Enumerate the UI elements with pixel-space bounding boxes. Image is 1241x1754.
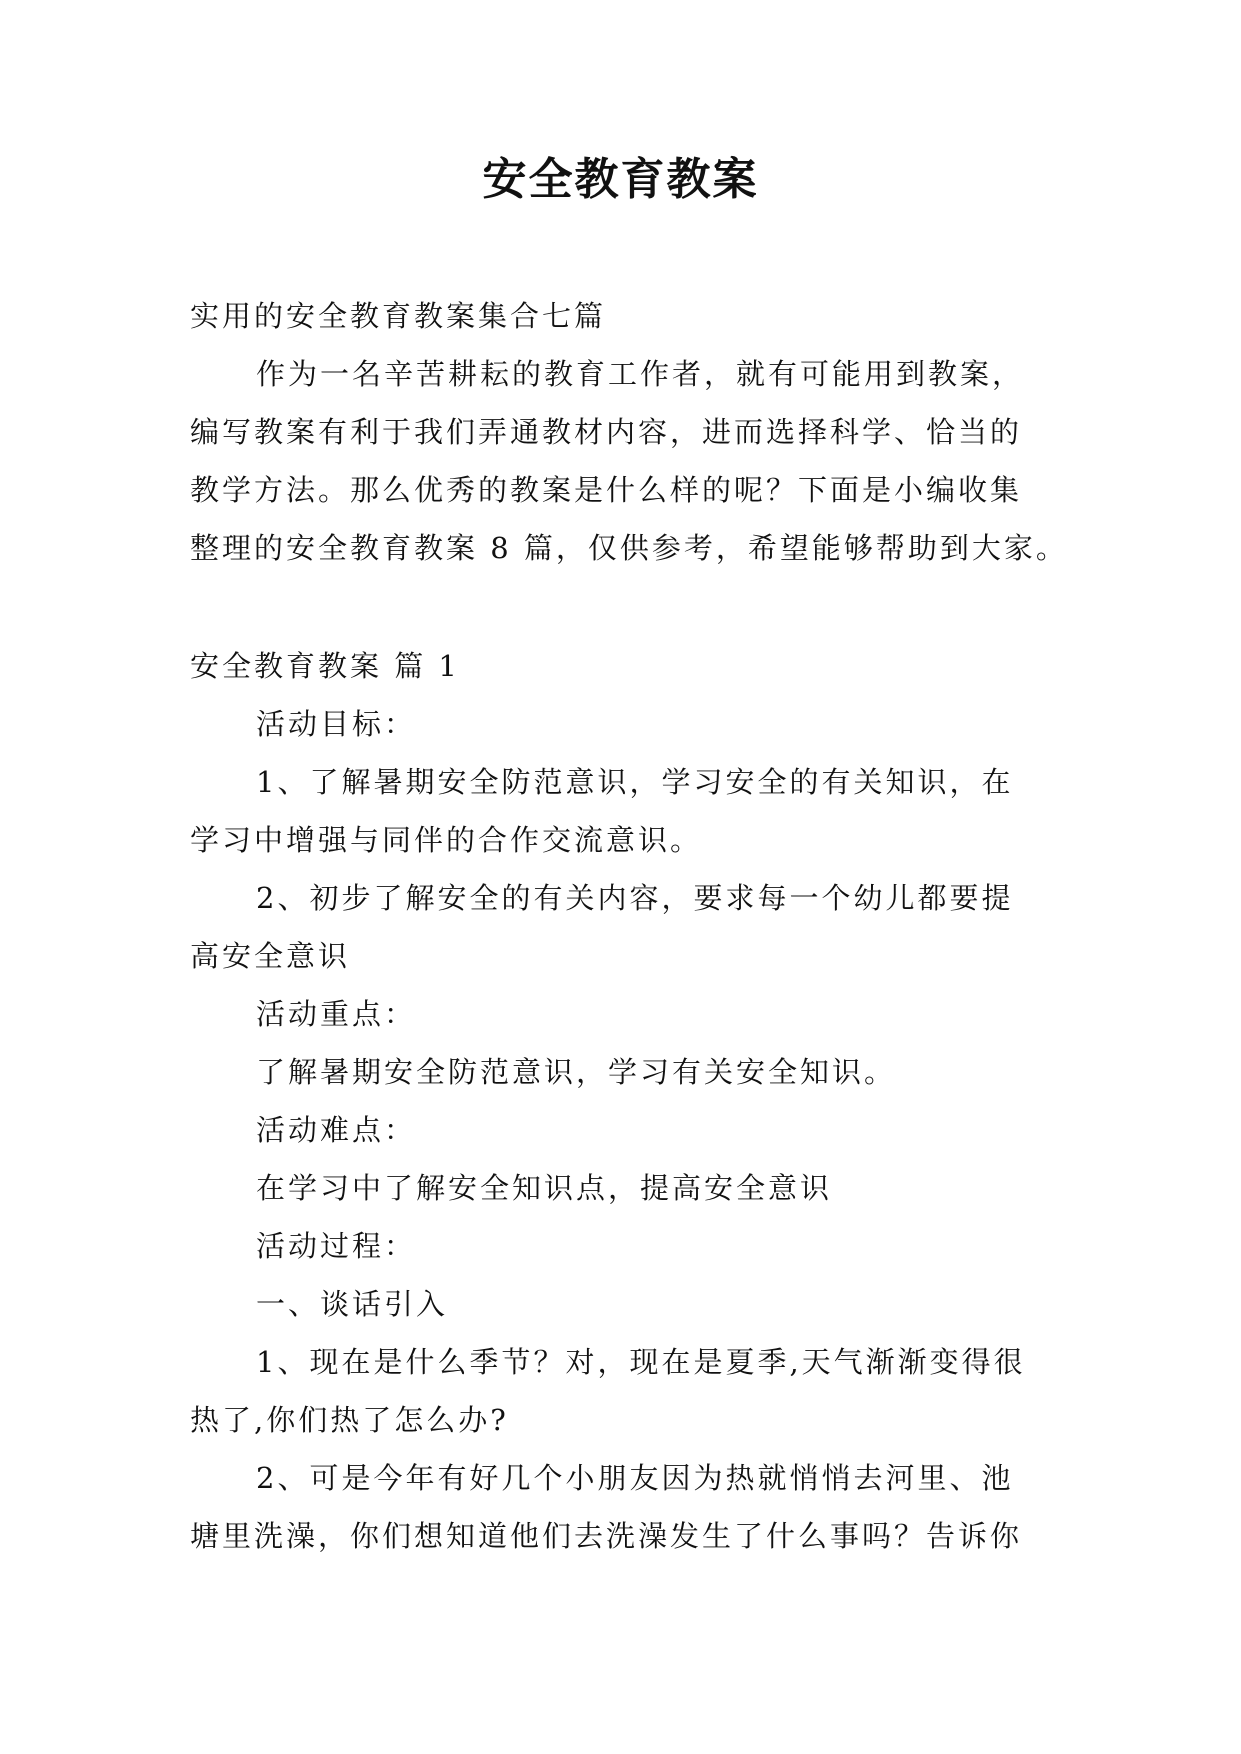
document-subtitle: 实用的安全教育教案集合七篇 xyxy=(190,299,607,333)
body-line: 热了,你们热了怎么办? xyxy=(190,1403,509,1437)
body-line: 高安全意识 xyxy=(190,939,351,973)
body-line: 1、现在是什么季节？对，现在是夏季,天气渐渐变得很 xyxy=(256,1345,1026,1379)
body-line: 2、初步了解安全的有关内容，要求每一个幼儿都要提 xyxy=(256,881,1014,915)
intro-line: 作为一名辛苦耕耘的教育工作者，就有可能用到教案， xyxy=(256,357,1025,391)
body-line: 学习中增强与同伴的合作交流意识。 xyxy=(190,823,703,857)
body-line: 塘里洗澡，你们想知道他们去洗澡发生了什么事吗？告诉你 xyxy=(190,1519,1023,1553)
document-title: 安全教育教案 xyxy=(482,154,759,205)
intro-line: 编写教案有利于我们弄通教材内容，进而选择科学、恰当的 xyxy=(190,415,1023,449)
intro-line: 教学方法。那么优秀的教案是什么样的呢？下面是小编收集 xyxy=(190,473,1023,507)
intro-line: 整理的安全教育教案 8 篇，仅供参考，希望能够帮助到大家。 xyxy=(190,531,1068,565)
body-line: 活动过程： xyxy=(256,1229,417,1263)
body-line: 在学习中了解安全知识点，提高安全意识 xyxy=(256,1171,833,1205)
body-line: 活动目标： xyxy=(256,707,417,741)
body-line: 活动难点： xyxy=(256,1113,417,1147)
body-line: 1、了解暑期安全防范意识，学习安全的有关知识，在 xyxy=(256,765,1014,799)
body-line: 2、可是今年有好几个小朋友因为热就悄悄去河里、池 xyxy=(256,1461,1014,1495)
body-line: 了解暑期安全防范意识，学习有关安全知识。 xyxy=(256,1055,897,1089)
body-line: 一、谈话引入 xyxy=(256,1287,449,1321)
section-heading: 安全教育教案 篇 1 xyxy=(190,649,460,683)
body-line: 活动重点： xyxy=(256,997,417,1031)
